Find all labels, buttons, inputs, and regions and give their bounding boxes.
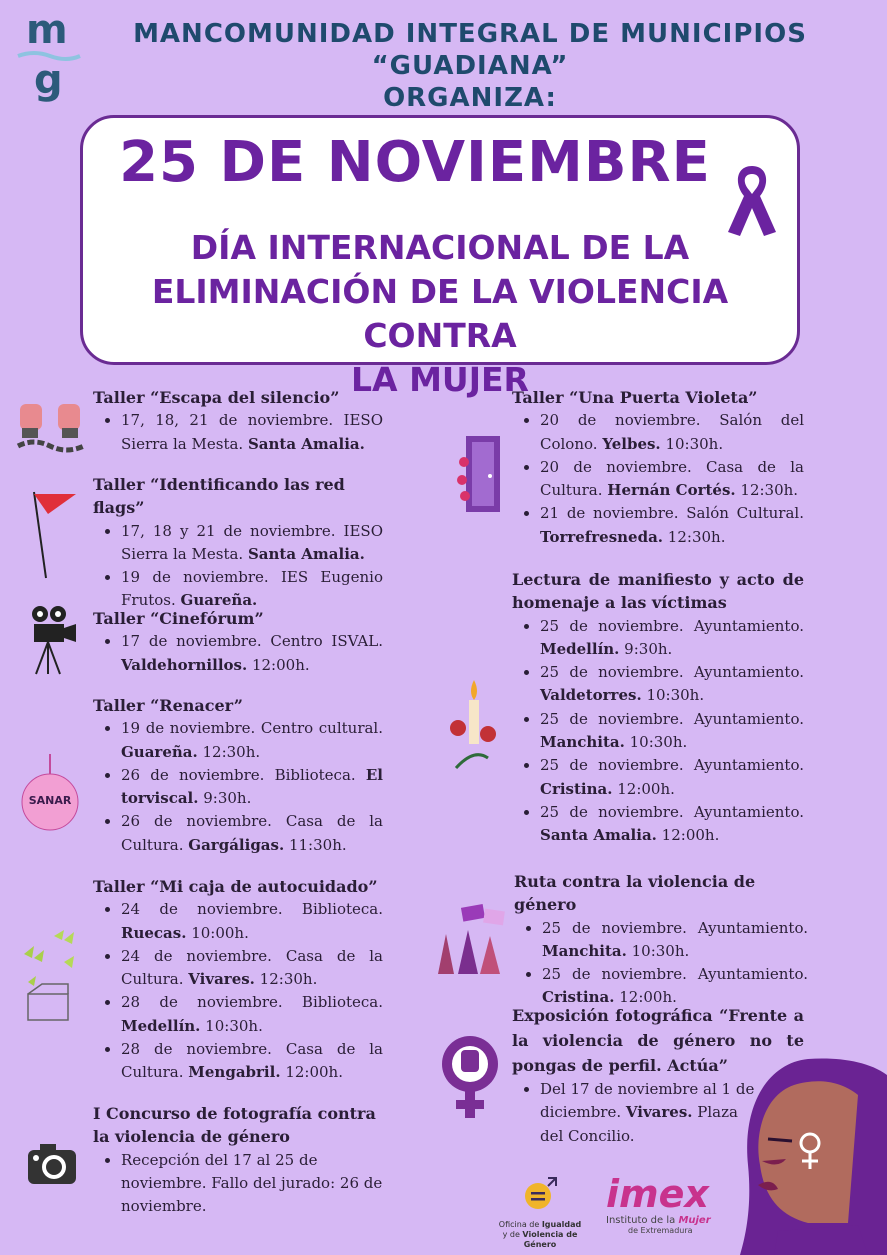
imex-wordmark: imex xyxy=(606,1172,709,1216)
photo-camera-icon xyxy=(26,1140,78,1188)
list-item: • Del 17 de noviembre al 1 de diciembre. Vivares. Plaza del Concilio. xyxy=(540,1078,762,1148)
section-red-flags xyxy=(93,473,383,613)
woman-illustration-icon xyxy=(738,1055,887,1255)
subtitle-line-1: DÍA INTERNACIONAL DE LA xyxy=(190,228,690,267)
list-item: • 24 de noviembre. Casa de la Cultura. Vivares. 12:30h. xyxy=(121,945,383,992)
list-item: • 25 de noviembre. Ayuntamiento. Santa Amalia. 12:00h. xyxy=(540,801,804,848)
header-organizer: MANCOMUNIDAD INTEGRAL DE MUNICIPIOS “GUADIANA” xyxy=(133,19,807,81)
logo-letter-m: m xyxy=(26,7,68,53)
event-subtitle xyxy=(80,226,800,402)
section-caja-autocuidado xyxy=(93,875,383,1085)
section-title: Taller “Mi caja de autocuidado” xyxy=(93,877,378,896)
oficina-igualdad-text: Oficina de Igualdad y de Violencia de Género xyxy=(498,1220,582,1249)
section-title: Ruta contra la violencia de género xyxy=(514,872,756,915)
subtitle-line-3: LA MUJER xyxy=(351,360,529,399)
list-item: • 26 de noviembre. Biblioteca. El torviscal. 9:30h. xyxy=(121,764,383,811)
list-item: • 24 de noviembre. Biblioteca. Ruecas. 10:00h. xyxy=(121,898,383,945)
list-item: • 17, 18, 21 de noviembre. IESO Sierra la Mesta. Santa Amalia. xyxy=(121,409,383,456)
red-flag-icon xyxy=(24,488,80,580)
section-title: Taller “Escapa del silencio” xyxy=(93,388,340,407)
sanar-label: SANAR xyxy=(28,794,72,807)
header-organiza: ORGANIZA: xyxy=(383,83,557,113)
film-camera-icon xyxy=(28,604,78,676)
list-item: • 19 de noviembre. Centro cultural. Guareña. 12:30h. xyxy=(121,717,383,764)
section-concurso-fotografia xyxy=(93,1102,383,1218)
section-title: Taller “Identificando las red flags” xyxy=(93,475,345,518)
section-title: Lectura de manifiesto y acto de homenaje a las víctimas xyxy=(512,570,804,613)
butterfly-box-icon xyxy=(14,928,86,1024)
section-renacer xyxy=(93,694,383,857)
list-item: • 25 de noviembre. Ayuntamiento. Valdetorres. 10:30h. xyxy=(540,661,804,708)
list-item: • 21 de noviembre. Salón Cultural. Torrefresneda. 12:30h. xyxy=(540,502,804,549)
feminist-fist-icon xyxy=(440,1032,500,1122)
section-title: Taller “Renacer” xyxy=(93,696,243,715)
page-header xyxy=(90,18,850,114)
event-date: 25 DE NOVIEMBRE xyxy=(119,130,711,195)
list-item: • 26 de noviembre. Casa de la Cultura. Gargáligas. 11:30h. xyxy=(121,810,383,857)
list-item: • 20 de noviembre. Casa de la Cultura. Hernán Cortés. 12:30h. xyxy=(540,456,804,503)
violet-door-icon xyxy=(456,432,506,516)
imex-line-2: de Extremadura xyxy=(628,1226,693,1235)
list-item: • 17 de noviembre. Centro ISVAL. Valdehornillos. 12:00h. xyxy=(121,630,383,677)
section-title: Exposición fotográfica “Frente a la violencia de género no te pongas de perfil. Actúa” xyxy=(512,1006,804,1075)
list-item: • 17, 18 y 21 de noviembre. IESO Sierra la Mesta. Santa Amalia. xyxy=(121,520,383,567)
list-item: • 25 de noviembre. Ayuntamiento. Medellín. 9:30h. xyxy=(540,615,804,662)
section-puerta-violeta xyxy=(512,386,804,549)
list-item: • 25 de noviembre. Ayuntamiento. Manchita. 10:30h. xyxy=(542,917,808,964)
imex-logo xyxy=(606,1172,711,1235)
section-title: Taller “Una Puerta Violeta” xyxy=(512,388,758,407)
list-item: • 28 de noviembre. Biblioteca. Medellín. 10:30h. xyxy=(121,991,383,1038)
list-item: • 25 de noviembre. Ayuntamiento. Manchita. 10:30h. xyxy=(540,708,804,755)
section-title: Taller “Cinefórum” xyxy=(93,609,264,628)
list-item: • 25 de noviembre. Ayuntamiento. Cristina. 12:00h. xyxy=(540,754,804,801)
march-women-icon xyxy=(432,904,508,976)
list-item: • 19 de noviembre. IES Eugenio Frutos. Guareña. xyxy=(121,566,383,613)
candle-roses-icon xyxy=(444,678,500,772)
sanar-tag-icon xyxy=(20,752,80,832)
logo-letter-g: g xyxy=(34,57,63,103)
imex-line-1: Instituto de la Mujer xyxy=(606,1215,711,1226)
mancomunidad-logo xyxy=(14,7,84,110)
section-cineforum xyxy=(93,607,383,677)
subtitle-line-2: ELIMINACIÓN DE LA VIOLENCIA CONTRA xyxy=(151,272,729,355)
chained-fists-icon xyxy=(14,398,86,460)
list-item: • 20 de noviembre. Salón del Colono. Yelbes. 10:30h. xyxy=(540,409,804,456)
section-escapa-del-silencio xyxy=(93,386,383,456)
section-ruta xyxy=(514,870,808,1010)
list-item: • 28 de noviembre. Casa de la Cultura. Mengabril. 12:00h. xyxy=(121,1038,383,1085)
section-title: I Concurso de fotografía contra la violencia de género xyxy=(93,1104,376,1147)
section-lectura-manifiesto xyxy=(512,568,804,848)
list-item: • 25 de noviembre. Ayuntamiento. Cristina. 12:00h. xyxy=(542,963,808,1010)
list-item: • Recepción del 17 al 25 de noviembre. Fallo del jurado: 26 de noviembre. xyxy=(121,1149,383,1219)
